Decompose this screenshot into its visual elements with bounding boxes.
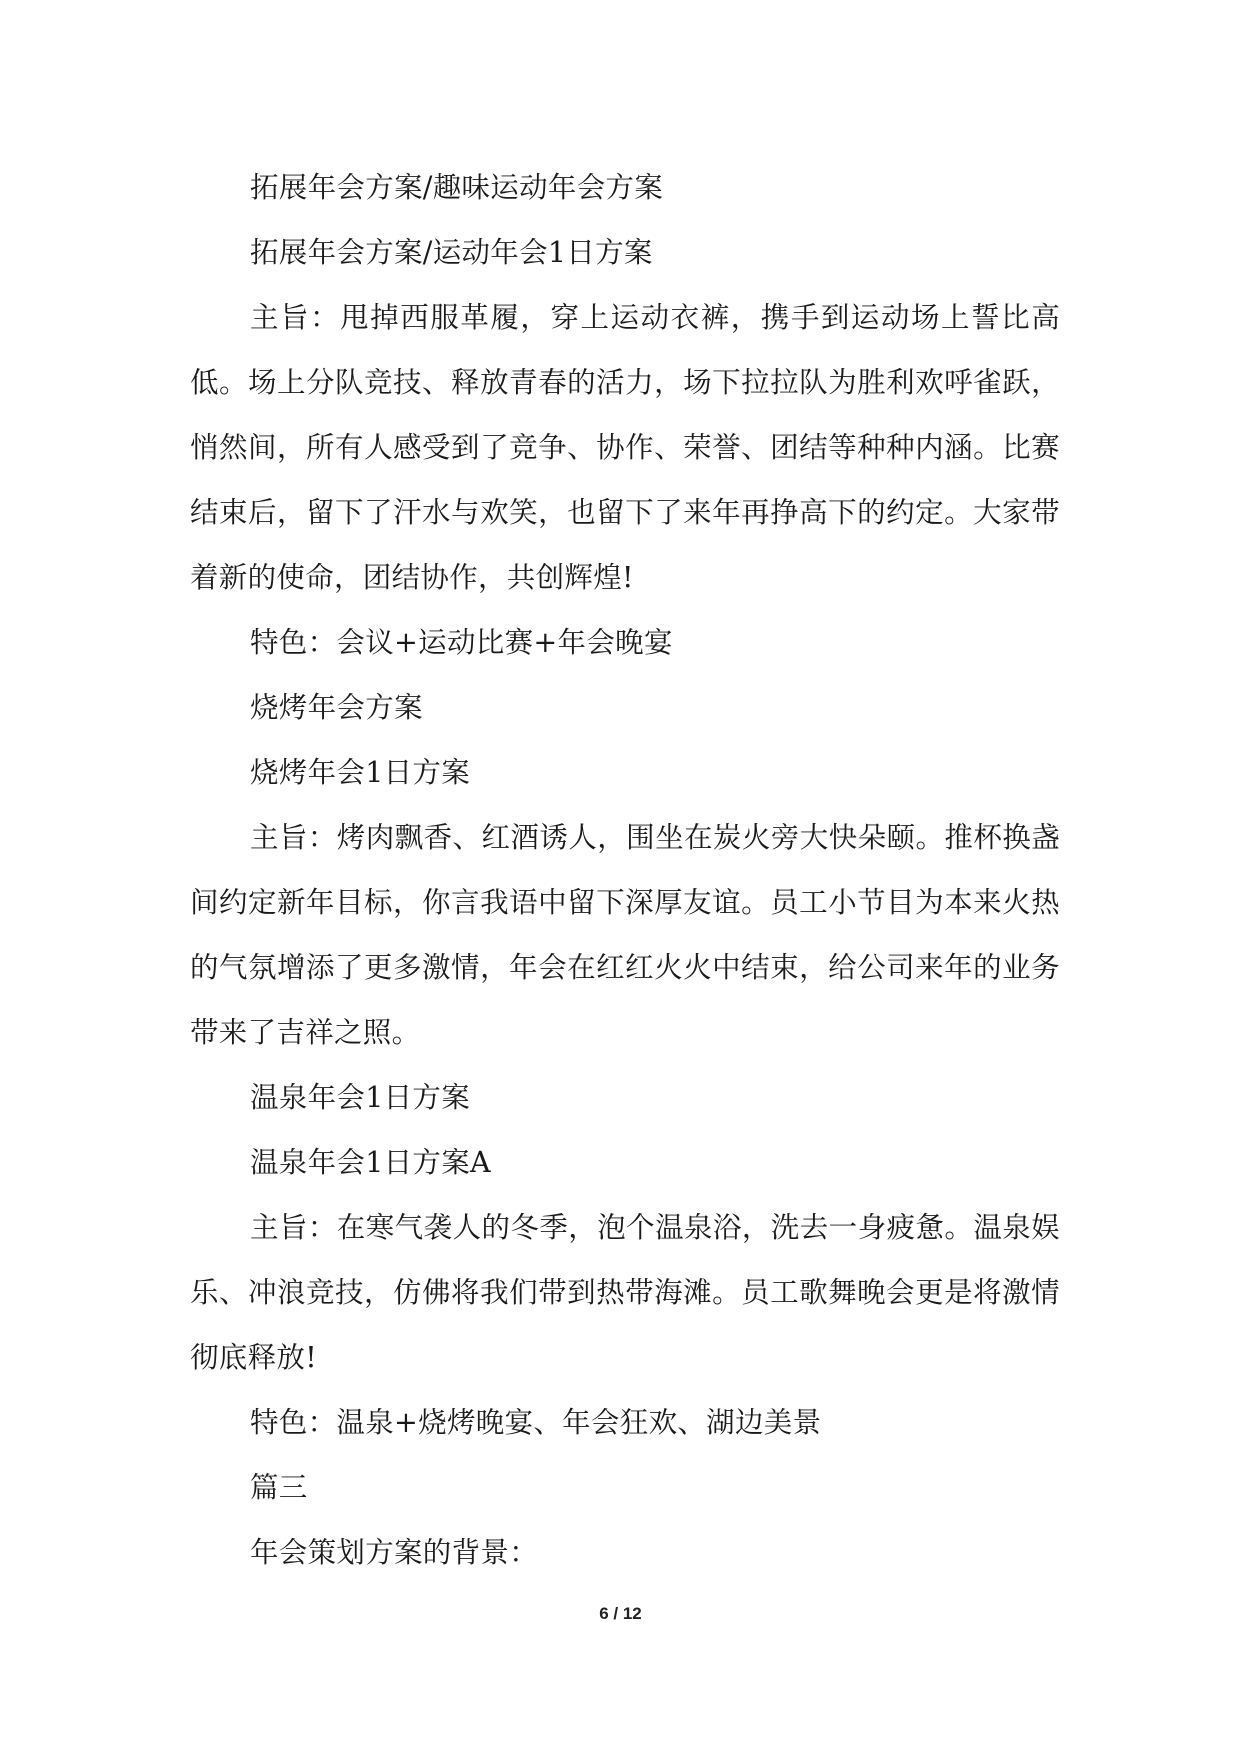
paragraph-subheading-hotspring: 温泉年会1日方案A xyxy=(250,1146,491,1179)
paragraph-hotspring-feature: 特色：温泉+烧烤晚宴、年会狂欢、湖边美景 xyxy=(250,1406,822,1439)
paragraph-heading-outdoor: 拓展年会方案/趣味运动年会方案 xyxy=(250,171,664,204)
paragraph-outdoor-theme: 主旨：甩掉西服革履，穿上运动衣裤，携手到运动场上誓比高低。场上分队竞技、释放青春的活力，场下拉拉队为胜利欢呼雀跃，悄然间，所有人感受到了竞争、协作、荣誉、团结等种种内涵。比赛结束后，留下了汗水与欢笑，也留下了来年再挣高下的约定。大家带着新的使命，团结协作，共创辉煌! xyxy=(190,301,1060,594)
paragraph-background-heading: 年会策划方案的背景： xyxy=(250,1536,539,1569)
document-body xyxy=(190,155,1060,1585)
paragraph-heading-bbq: 烧烤年会方案 xyxy=(250,691,423,724)
paragraph-heading-hotspring: 温泉年会1日方案 xyxy=(250,1081,471,1114)
paragraph-outdoor-feature: 特色：会议+运动比赛+年会晚宴 xyxy=(250,626,673,659)
paragraph-hotspring-theme: 主旨：在寒气袭人的冬季，泡个温泉浴，洗去一身疲惫。温泉娱乐、冲浪竞技，仿佛将我们带到热带海滩。员工歌舞晚会更是将激情彻底释放! xyxy=(190,1211,1060,1374)
paragraph-subheading-bbq: 烧烤年会1日方案 xyxy=(250,756,471,789)
page-number: 6 / 12 xyxy=(599,1604,642,1623)
paragraph-subheading-outdoor: 拓展年会方案/运动年会1日方案 xyxy=(250,236,653,269)
paragraph-section-three: 篇三 xyxy=(250,1471,308,1504)
paragraph-bbq-theme: 主旨：烤肉飘香、红酒诱人，围坐在炭火旁大快朵颐。推杯换盏间约定新年目标，你言我语中留下深厚友谊。员工小节目为本来火热的气氛增添了更多激情，年会在红红火火中结束，给公司来年的业务带来了吉祥之照。 xyxy=(190,821,1060,1049)
